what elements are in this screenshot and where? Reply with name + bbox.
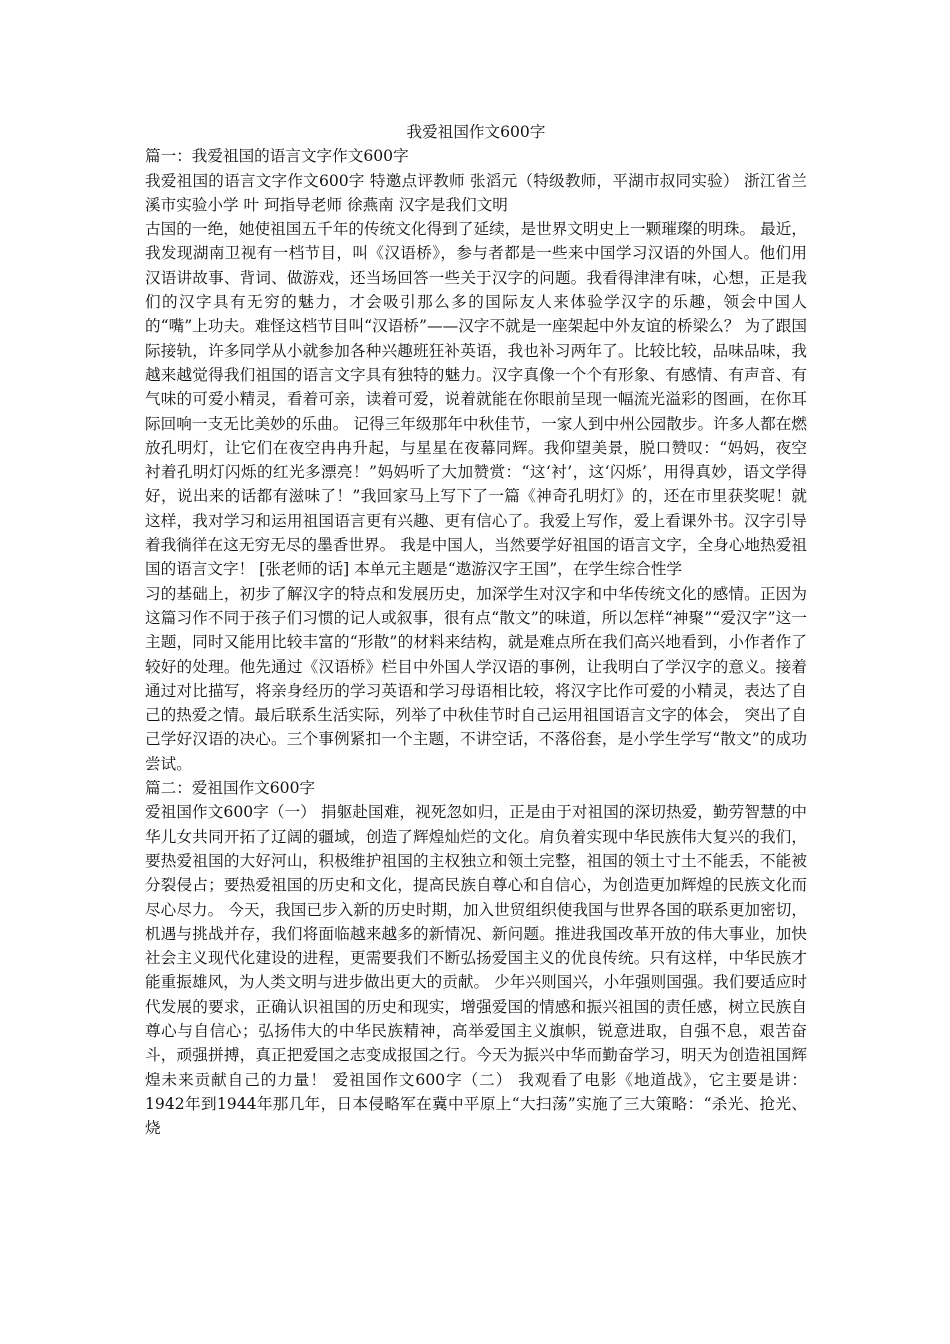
section-heading-1: 篇一：我爱祖国的语言文字作文600字 <box>145 147 409 166</box>
document-title: 我爱祖国作文600字 <box>406 123 546 141</box>
paragraph-3: 习的基础上，初步了解汉字的特点和发展历史，加深学生对汉字和中华传统文化的感情。正因为这篇习作不同于孩子们习惯的记人或叙事，很有点“散文”的味道，所以怎样“神聚”“爱汉字”这一主题，同时又能用比较丰富的“形散”的材料来结构，就是难点所在我们高兴地看到，小作者作了较好的处理。他先通过《汉语桥》栏目中外国人学汉语的事例，让我明白了学汉字的意义。接着通过对比描写，将亲身经历的学习英语和学习母语相比较，将汉字比作可爱的小精灵，表达了自己的热爱之情。最后联系生活实际，列举了中秋佳节时自己运用祖国语言文字的体会， 突出了自己学好汉语的决心。三个事例紧扣一个主题，不讲空话，不落俗套，是小学生学写“散文”的成功尝试。 <box>145 584 807 773</box>
document-body <box>145 120 807 1140</box>
section-heading-2: 篇二：爱祖国作文600字 <box>145 779 316 798</box>
paragraph-2: 古国的一绝，她使祖国五千年的传统文化得到了延续，是世界文明史上一颗璀璨的明珠。 最近，我发现湖南卫视有一档节目，叫《汉语桥》，参与者都是一些来中国学习汉语的外国人。他们用汉语讲故事、背词、做游戏，还当场回答一些关于汉字的问题。我看得津津有味，心想，正是我们的汉字具有无穷的魅力，才会吸引那么多的国际友人来体验学汉字的乐趣，领会中国人的“嘴”上功夫。难怪这档节目叫“汉语桥”——汉字不就是一座架起中外友谊的桥梁么？ 为了跟国际接轨，许多同学从小就参加各种兴趣班狂补英语，我也补习两年了。比较比较，品味品味，我越来越觉得我们祖国的语言文字具有独特的魅力。汉字真像一个个有形象、有感情、有声音、有气味的可爱小精灵，看着可亲，读着可爱，说着就能在你眼前呈现一幅流光溢彩的图画，在你耳际回响一支无比美妙的乐曲。 记得三年级那年中秋佳节，一家人到中州公园散步。许多人都在燃放孔明灯，让它们在夜空冉冉升起，与星星在夜幕同辉。我仰望美景，脱口赞叹：“妈妈，夜空衬着孔明灯闪烁的红光多漂亮！”妈妈听了大加赞赏：“这‘衬’，这‘闪烁’，用得真妙，语文学得好，说出来的话都有滋味了！”我回家马上写下了一篇《神奇孔明灯》的，还在市里获奖呢！就这样，我对学习和运用祖国语言更有兴趣、更有信心了。我爱上写作，爱上看课外书。汉字引导着我徜徉在这无穷无尽的墨香世界。 我是中国人，当然要学好祖国的语言文字，全身心地热爱祖国的语言文字！ [张老师的话] 本单元主题是“遨游汉字王国”，在学生综合性学 <box>145 220 807 579</box>
paragraph-4: 爱祖国作文600字（一） 捐躯赴国难，视死忽如归，正是由于对祖国的深切热爱，勤劳智慧的中华儿女共同开拓了辽阔的疆域，创造了辉煌灿烂的文化。肩负着实现中华民族伟大复兴的我们，要热爱祖国的大好河山，积极维护祖国的主权独立和领土完整，祖国的领土寸土不能丢，不能被分裂侵占；要热爱祖国的历史和文化，提高民族自尊心和自信心，为创造更加辉煌的民族文化而尽心尽力。 今天，我国已步入新的历史时期，加入世贸组织使我国与世界各国的联系更加密切，机遇与挑战并存，我们将面临越来越多的新情况、新问题。推进我国改革开放的伟大事业，加快社会主义现代化建设的进程，更需要我们不断弘扬爱国主义的优良传统。只有这样，中华民族才能重振雄风，为人类文明与进步做出更大的贡献。 少年兴则国兴，小年强则国强。我们要适应时代发展的要求，正确认识祖国的历史和现实，增强爱国的情感和振兴祖国的责任感，树立民族自尊心与自信心；弘扬伟大的中华民族精神，高举爱国主义旗帜，锐意进取，自强不息，艰苦奋斗，顽强拼搏，真正把爱国之志变成报国之行。今天为振兴中华而勤奋学习，明天为创造祖国辉煌未来贡献自己的力量！ 爱祖国作文600字（二） 我观看了电影《地道战》，它主要是讲：1942年到1944年那几年，日本侵略军在冀中平原上“大扫荡”实施了三大策略：“杀光、抢光、烧 <box>145 803 807 1138</box>
paragraph-1: 我爱祖国的语言文字作文600字 特邀点评教师 张滔元（特级教师，平湖市叔同实验） 浙江省兰溪市实验小学 叶 珂指导老师 徐燕南 汉字是我们文明 <box>145 171 807 214</box>
